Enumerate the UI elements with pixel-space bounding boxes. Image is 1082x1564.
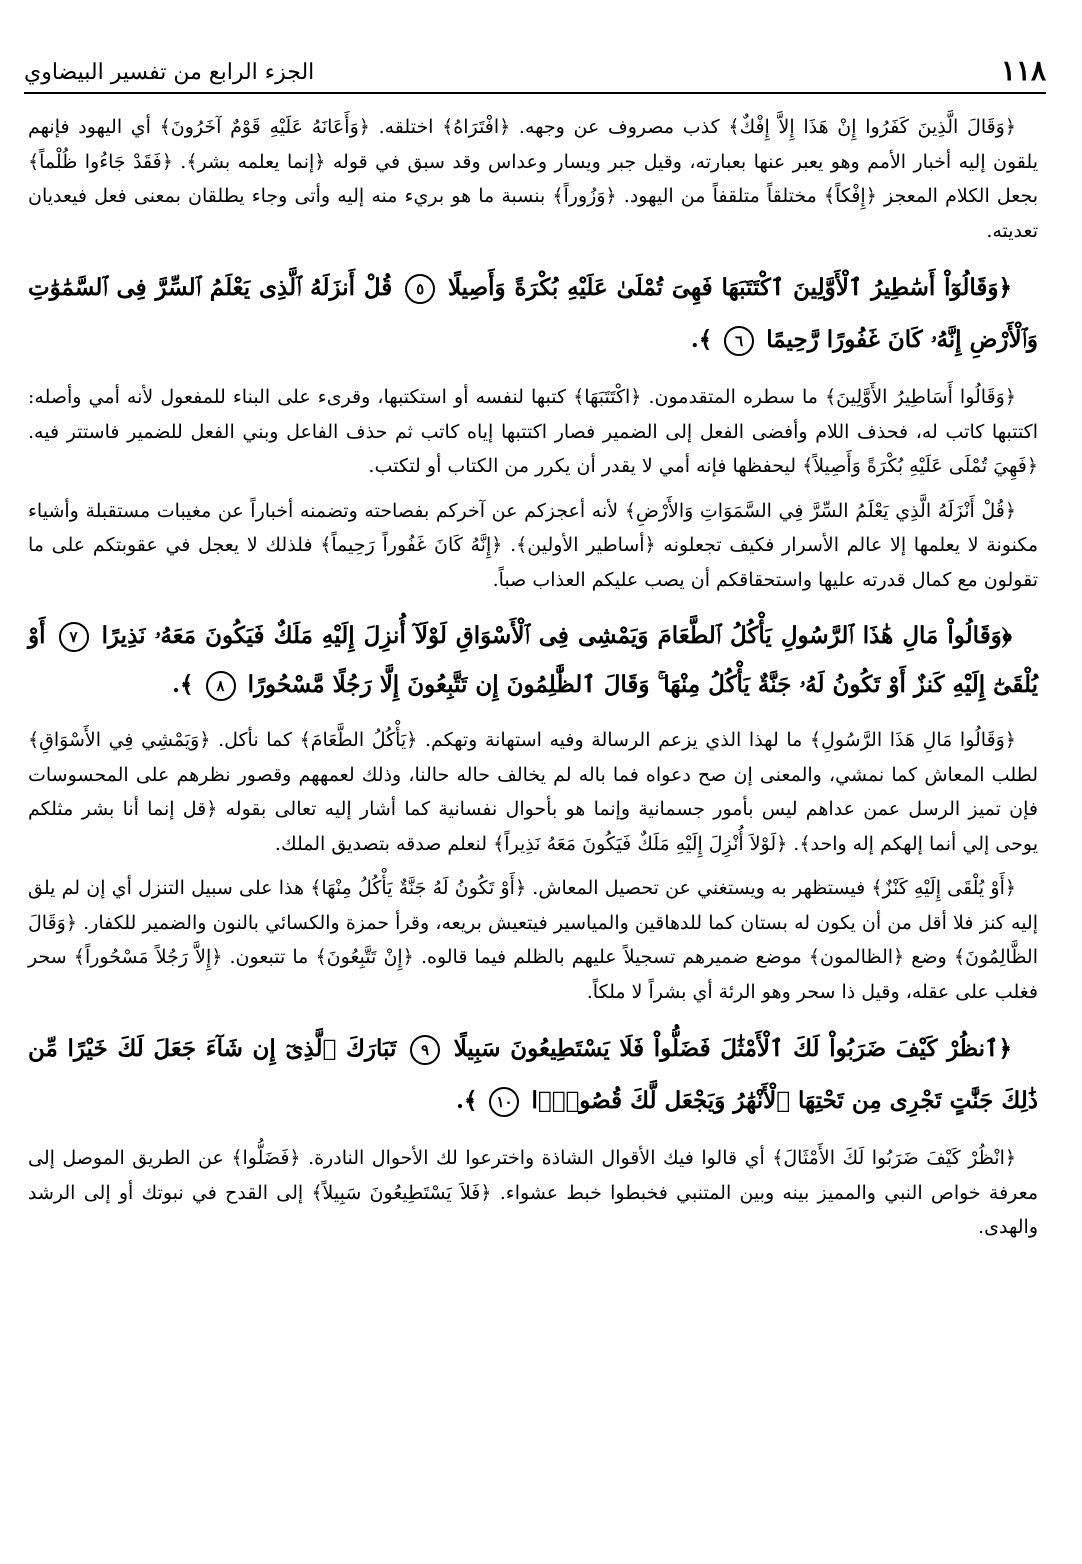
page-body xyxy=(28,110,1038,1255)
commentary-paragraph: ﴿قُلْ أَنْزَلَهُ الَّذِي يَعْلَمُ السِّرَّ فِي السَّمَوَاتِ وَالأَرْضِ﴾ لأنه أعجزكم عن آخركم بفصاحته وتضمنه أخباراً عن مغيبات مستقبلة وأشياء مكنونة لا يعلمها إلا عالم الأسرار فكيف تجعلونه ﴿أساطير الأولين﴾. ﴿إِنَّهُ كَانَ غَفُوراً رَحِيماً﴾ فلذلك لا يعجل في عقوبتكم على ما تقولون مع كمال قدرته عليها واستحقاقكم أن يصب عليكم العذاب صباً. xyxy=(28,499,1038,591)
verse-end-bracket: ﴾. xyxy=(172,671,194,698)
quran-verse-block xyxy=(28,1023,1038,1127)
verse-number-marker: ٨ xyxy=(206,671,236,701)
verse-number-marker: ٦ xyxy=(724,326,754,356)
verse-number-marker: ٥ xyxy=(405,274,435,304)
quran-verse-block xyxy=(28,611,1038,709)
page-number: ١١٨ xyxy=(1000,54,1046,87)
verse-text: أَوْ يُلْقَىٰٓ إِلَيْهِ كَنزٌ أَوْ تَكُونُ لَهُۥ جَنَّةٌ يَأْكُلُ مِنْهَا ۚ وَقَالَ ٱلظَّٰلِمُونَ إِن تَتَّبِعُونَ إِلَّا رَجُلًا مَّسْحُورًا xyxy=(28,622,1038,698)
running-title: الجزء الرابع من تفسير البيضاوي xyxy=(24,60,315,85)
page-header xyxy=(24,52,1046,94)
verse-number-marker: ٩ xyxy=(410,1035,440,1065)
verse-text: قُلْ أَنزَلَهُ ٱلَّذِى يَعْلَمُ ٱلسِّرَّ فِى ٱلسَّمَٰوَٰتِ وَٱلْأَرْضِ إِنَّهُۥ كَانَ غَفُورًا رَّحِيمًا xyxy=(28,274,1038,353)
verse-text: ﴿وَقَالُواْ مَالِ هَٰذَا ٱلرَّسُولِ يَأْكُلُ ٱلطَّعَامَ وَيَمْشِى فِى ٱلْأَسْوَاقِ لَوْلَآ أُنزِلَ إِلَيْهِ مَلَكٌ فَيَكُونَ مَعَهُۥ نَذِيرًا xyxy=(101,622,1012,649)
verse-text: تَبَارَكَ ٱلَّذِىٓ إِن شَآءَ جَعَلَ لَكَ خَيْرًا مِّن ذَٰلِكَ جَنَّٰتٍ تَجْرِى مِن تَحْتِهَا ٱلْأَنْهَٰرُ وَيَجْعَل لَّكَ قُصُورًۢا xyxy=(28,1035,1038,1114)
quran-verse-block xyxy=(28,262,1038,366)
verse-number-marker: ١٠ xyxy=(489,1087,519,1117)
commentary-paragraph: ﴿وَقَالَ الَّذِينَ كَفَرُوا إِنْ هَذَا إِلاَّ إِفْكٌ﴾ كذب مصروف عن وجهه. ﴿افْتَرَاهُ﴾ اختلقه. ﴿وَأَعَانَهُ عَلَيْهِ قَوْمٌ آخَرُونَ﴾ أي اليهود فإنهم يلقون إليه أخبار الأمم وهو يعبر عنها بعبارته، وقيل جبر ويسار وعداس وقد سبق في قوله ﴿إنما يعلمه بشر﴾. ﴿فَقَدْ جَاءُوا ظُلْماً﴾ بجعل الكلام المعجز ﴿إِفْكاً﴾ مختلقاً متلقفاً من اليهود. ﴿وَزُوراً﴾ بنسبة ما هو بريء منه إليه وأتى وجاء يطلقان بمعنى فعل فيعديان تعديته. xyxy=(28,116,1038,242)
verse-text: ﴿ٱنظُرْ كَيْفَ ضَرَبُواْ لَكَ ٱلْأَمْثَٰلَ فَضَلُّواْ فَلَا يَسْتَطِيعُونَ سَبِيلًا xyxy=(453,1035,1012,1062)
commentary-paragraph: ﴿انْظُرْ كَيْفَ ضَرَبُوا لَكَ الأَمْثَالَ﴾ أي قالوا فيك الأقوال الشاذة واخترعوا لك الأحوال النادرة. ﴿فَضَلُّوا﴾ عن الطريق الموصل إلى معرفة خواص النبي والمميز بينه وبين المتنبي فخبطوا خبط عشواء. ﴿فَلاَ يَسْتَطِيعُونَ سَبِيلاً﴾ إلى القدح في نبوتك أو إلى الرشد والهدى. xyxy=(28,1147,1038,1238)
verse-end-bracket: ﴾. xyxy=(455,1087,478,1114)
commentary-paragraph: ﴿أَوْ يُلْقَى إِلَيْهِ كَنْزٌ﴾ فيستظهر به ويستغني عن تحصيل المعاش. ﴿أَوْ تَكُونُ لَهُ جَنَّةٌ يَأْكُلُ مِنْهَا﴾ هذا على سبيل التنزل أي إن لم يلق إليه كنز فلا أقل من أن يكون له بستان كما للدهاقين والمياسير فيتعيش بريعه، وقرأ حمزة والكسائي بالنون والضمير للكفار. ﴿وَقَالَ الظَّالِمُونَ﴾ وضع ﴿الظالمون﴾ موضع ضميرهم تسجيلاً عليهم بالظلم فيما قالوه. ﴿إِنْ تَتَّبِعُونَ﴾ ما تتبعون. ﴿إِلاَّ رَجُلاً مَسْحُوراً﴾ سحر فغلب على عقله، وقيل ذا سحر وهو الرئة أي بشراً لا ملكاً. xyxy=(28,877,1038,1003)
commentary-paragraph: ﴿وَقَالُوا أَسَاطِيرُ الأَوَّلِينَ﴾ ما سطره المتقدمون. ﴿اكْتَتَبَهَا﴾ كتبها لنفسه أو استكتبها، وقرىء على البناء للمفعول لأنه أمي وأصله: اكتتبها كاتب له، فحذف اللام وأفضى الفعل إلى الضمير فصار اكتتبها إياه كاتب ثم حذف الفاعل وبني الفعل للضمير فاستتر فيه. ﴿فَهِيَ تُمْلَى عَلَيْهِ بُكْرَةً وَأَصِيلاً﴾ ليحفظها فإنه أمي لا يقدر أن يكرر من الكتاب أو لتكتب. xyxy=(28,386,1038,477)
verse-number-marker: ٧ xyxy=(59,622,89,652)
commentary-paragraph: ﴿وَقَالُوا مَالِ هَذَا الرَّسُولِ﴾ ما لهذا الذي يزعم الرسالة وفيه استهانة وتهكم. ﴿يَأْكُلُ الطَّعَامَ﴾ كما نأكل. ﴿وَيَمْشِي فِي الأَسْوَاقِ﴾ لطلب المعاش كما نمشي، والمعنى إن صح دعواه فما باله لم يخالف حاله حالنا، وذلك لعمههم وقصور نظرهم على المحسوسات فإن تميز الرسل عمن عداهم ليس بأمور جسمانية وإنما هو بأحوال نفسانية كما أشار إليه تعالى بقوله ﴿قل إنما أنا بشر مثلكم يوحى إلي أنما إلهكم إله واحد﴾. ﴿لَوْلاَ أُنْزِلَ إِلَيْهِ مَلَكٌ فَيَكُونَ مَعَهُ نَذِيراً﴾ لنعلم صدقه بتصديق الملك. xyxy=(28,729,1038,855)
verse-text: ﴿وَقَالُوٓاْ أَسَٰطِيرُ ٱلْأَوَّلِينَ ٱكْتَتَبَهَا فَهِىَ تُمْلَىٰ عَلَيْهِ بُكْرَةً وَأَصِيلًا xyxy=(447,274,1012,301)
verse-end-bracket: ﴾. xyxy=(690,326,713,353)
